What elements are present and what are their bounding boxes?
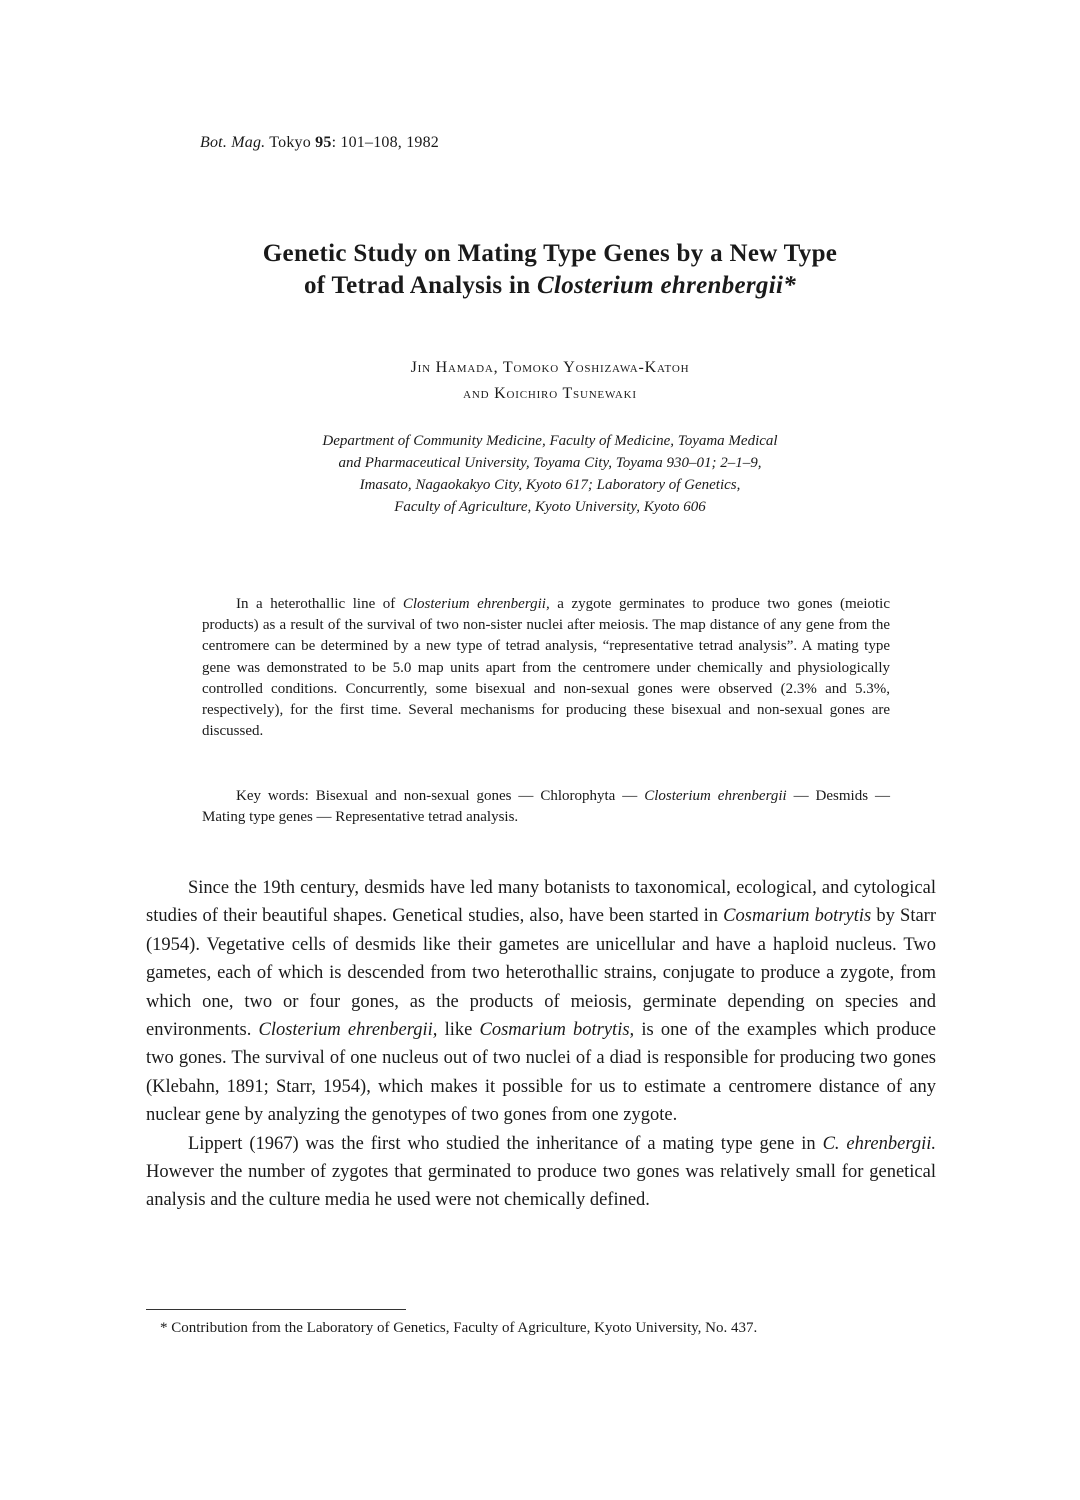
body-paragraph-2 [146,1130,936,1215]
abstract-text-a: In a heterothallic line of [236,596,403,612]
body-p1-a: Since the 19th century, desmids have led many botanists to taxonomical, ecological, and cytological studies of their beautiful shapes. Genetical studies, also, have been started in [146,878,936,927]
keywords-text-b: — Desmids — Mating type genes — Representative tetrad analysis. [202,788,890,825]
abstract-species: Closterium ehrenbergii, [402,596,550,612]
body-p1-d: is one of the examples which produce two gones. The survival of one nucleus out of two nuclei of a diad is responsible for producing two gones (Klebahn, 1891; Starr, 1954), which makes it possible for us to estimate a centromere distance of any nuclear gene by analyzing the genotypes of two gones from one zygote. [146,1020,936,1126]
affiliation [200,430,900,518]
journal-pages-year: : 101–108, 1982 [331,134,440,151]
authors-line-2: and Koichiro Tsunewaki [463,385,637,402]
journal-volume: 95 [315,134,332,151]
body-p1-species-3: Cosmarium botrytis, [479,1020,635,1041]
journal-citation [200,134,439,152]
journal-city: Tokyo [269,134,311,151]
body-p2-species: C. ehrenbergii. [822,1133,936,1154]
authors-line-1: Jin Hamada, Tomoko Yoshizawa-Katoh [410,359,690,376]
journal-name-part1: Bot. [200,134,228,151]
footnote: * Contribution from the Laboratory of Genetics, Faculty of Agriculture, Kyoto University, No. 437. [160,1320,758,1336]
abstract-text-b: a zygote germinates to produce two gones (meiotic products) as a result of the survival of two non-sister nuclei after meiosis. The map distance of any gene from the centromere can be determined by a new type of tetrad analysis, “representative tetrad analysis”. A mating type gene was demonstrated to be 5.0 map units apart from the centromere under chemically and physiologically controlled conditions. Concurrently, some bisexual and non-sexual gones were observed (2.3% and 5.3%, respectively), for the first time. Several mechanisms for producing these bisexual and non-sexual gones are discussed. [202,596,890,740]
keywords-species: Closterium ehrenbergii [644,788,787,804]
keywords [202,786,890,828]
title-line-2-prefix: of Tetrad Analysis in [303,272,538,299]
affiliation-line-2: and Pharmaceutical University, Toyama City, Toyama 930–01; 2–1–9, [338,455,762,471]
title-line-1: Genetic Study on Mating Type Genes by a New Type [262,240,838,267]
footnote-rule [146,1309,406,1310]
affiliation-line-1: Department of Community Medicine, Faculty of Medicine, Toyama Medical [322,433,778,449]
body-p2-a: Lippert (1967) was the first who studied the inheritance of a mating type gene in [188,1133,823,1154]
body-p1-b: by Starr (1954). Vegetative cells of desmids like their gametes are unicellular and have a haploid nucleus. Two gametes, each of which is descended from two heterothallic strains, conjugate to produce a zygote, from which one, two or four gones, as the products of meiosis, germinate depending on species and environments. [146,906,936,1041]
body-text [146,874,936,1215]
body-paragraph-1 [146,874,936,1130]
affiliation-line-3: Imasato, Nagaokakyo City, Kyoto 617; Laboratory of Genetics, [359,477,741,493]
abstract [202,594,890,742]
body-p1-species-2: Closterium ehrenbergii, [258,1020,438,1041]
title-line-2 [140,270,960,302]
authors [140,355,960,407]
body-p1-c: like [437,1020,480,1041]
journal-name-part2: Mag. [231,134,266,151]
body-p1-species-1: Cosmarium botrytis [723,906,872,927]
title-species: Closterium ehrenbergii* [537,272,797,299]
paper-title [140,238,960,302]
body-p2-b: However the number of zygotes that germinated to produce two gones was relatively small for genetical analysis and the culture media he used were not chemically defined. [146,1162,936,1211]
affiliation-line-4: Faculty of Agriculture, Kyoto University, Kyoto 606 [394,499,706,515]
keywords-text-a: Key words: Bisexual and non-sexual gones — Chlorophyta — [236,788,645,804]
